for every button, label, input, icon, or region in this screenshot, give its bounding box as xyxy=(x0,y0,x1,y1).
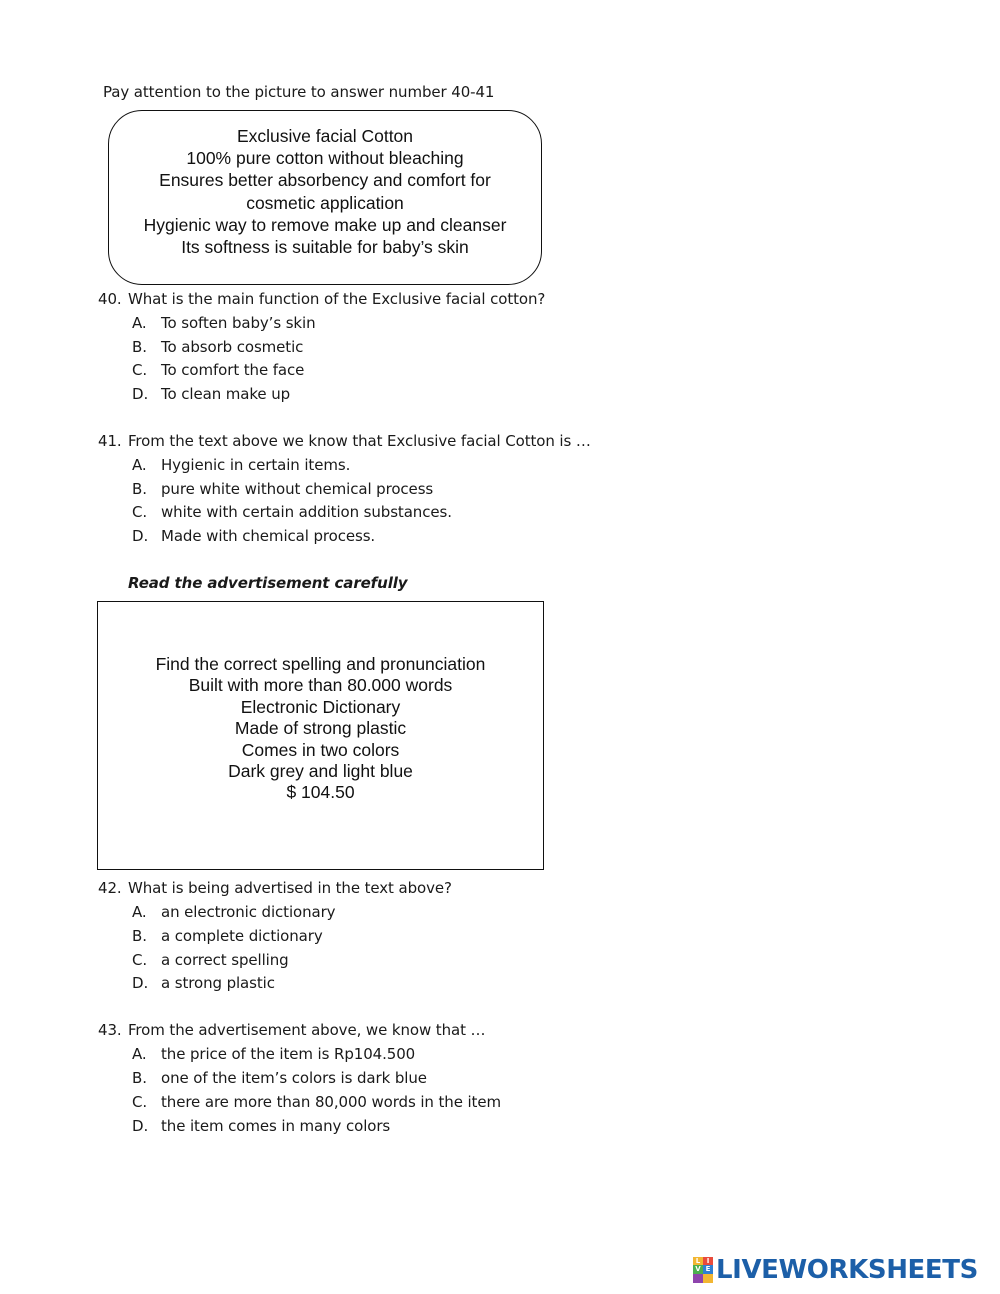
answer-option-40a[interactable] xyxy=(132,314,316,332)
answer-option-41a[interactable] xyxy=(132,456,350,474)
answer-option-43c[interactable] xyxy=(132,1093,501,1111)
liveworksheets-logo[interactable] xyxy=(693,1256,978,1284)
option-letter: A. xyxy=(132,314,147,332)
question-number: 43. xyxy=(98,1021,122,1039)
option-letter: A. xyxy=(132,903,147,921)
option-letter: D. xyxy=(132,1117,149,1135)
ad2-line: Comes in two colors xyxy=(241,739,400,760)
option-text: To soften baby’s skin xyxy=(161,314,316,332)
question-stem: What is the main function of the Exclusive facial cotton? xyxy=(128,290,546,308)
option-text: white with certain addition substances. xyxy=(161,503,452,521)
option-text: a complete dictionary xyxy=(161,927,323,945)
logo-mark-tile xyxy=(703,1274,713,1283)
answer-option-41b[interactable] xyxy=(132,480,433,498)
logo-mark-tile xyxy=(693,1274,703,1283)
option-letter: C. xyxy=(132,1093,148,1111)
option-letter: B. xyxy=(132,480,147,498)
question-stem: What is being advertised in the text above? xyxy=(128,879,452,897)
ad1-line: Its softness is suitable for baby’s skin xyxy=(181,237,469,258)
ad2-line: Dark grey and light blue xyxy=(228,761,413,782)
question-42 xyxy=(98,879,452,897)
question-41 xyxy=(98,432,591,450)
option-text: there are more than 80,000 words in the item xyxy=(161,1093,501,1111)
answer-option-42b[interactable] xyxy=(132,927,323,945)
option-text: To absorb cosmetic xyxy=(161,338,304,356)
liveworksheets-mark-icon xyxy=(693,1257,713,1283)
option-text: Made with chemical process. xyxy=(161,527,376,545)
option-letter: B. xyxy=(132,1069,147,1087)
option-letter: D. xyxy=(132,974,149,992)
ad2-line: Find the correct spelling and pronunciation xyxy=(155,654,486,674)
option-letter: C. xyxy=(132,503,148,521)
logo-mark-tile: E xyxy=(703,1265,713,1274)
answer-option-42d[interactable] xyxy=(132,974,275,992)
ad1-line: Ensures better absorbency and comfort for xyxy=(159,170,491,191)
option-text: To comfort the face xyxy=(161,361,305,379)
answer-option-40d[interactable] xyxy=(132,385,290,403)
answer-option-43b[interactable] xyxy=(132,1069,427,1087)
section-heading: Read the advertisement carefully xyxy=(128,574,408,592)
intro-instruction: Pay attention to the picture to answer number 40-41 xyxy=(103,83,495,101)
logo-mark-tile: V xyxy=(693,1265,703,1274)
answer-option-43a[interactable] xyxy=(132,1045,415,1063)
option-text: Hygienic in certain items. xyxy=(161,456,351,474)
facial-cotton-advertisement xyxy=(108,110,542,285)
logo-mark-tile: L xyxy=(693,1257,703,1265)
option-text: a strong plastic xyxy=(161,974,275,992)
answer-option-41c[interactable] xyxy=(132,503,452,521)
ad2-line: Built with more than 80.000 words xyxy=(188,675,453,696)
question-stem: From the advertisement above, we know that … xyxy=(128,1021,486,1039)
ad1-line: cosmetic application xyxy=(246,192,404,213)
ad1-line: Exclusive facial Cotton xyxy=(236,126,414,146)
option-text: To clean make up xyxy=(161,385,291,403)
logo-mark-tile: I xyxy=(703,1257,713,1265)
option-text: one of the item’s colors is dark blue xyxy=(161,1069,427,1087)
ad2-line: Made of strong plastic xyxy=(234,718,407,739)
ad2-price: $ 104.50 xyxy=(286,782,355,803)
question-number: 41. xyxy=(98,432,122,450)
option-letter: A. xyxy=(132,456,147,474)
option-letter: A. xyxy=(132,1045,147,1063)
option-letter: B. xyxy=(132,927,147,945)
ad2-line: Electronic Dictionary xyxy=(240,696,401,717)
answer-option-42c[interactable] xyxy=(132,951,289,969)
question-number: 42. xyxy=(98,879,122,897)
option-text: an electronic dictionary xyxy=(161,903,336,921)
question-stem: From the text above we know that Exclusive facial Cotton is … xyxy=(128,432,591,450)
answer-option-40b[interactable] xyxy=(132,338,303,356)
option-letter: D. xyxy=(132,385,149,403)
answer-option-42a[interactable] xyxy=(132,903,335,921)
dictionary-advertisement xyxy=(97,601,544,870)
question-43 xyxy=(98,1021,485,1039)
answer-option-43d[interactable] xyxy=(132,1117,390,1135)
option-letter: C. xyxy=(132,951,148,969)
logo-wordmark: LIVEWORKSHEETS xyxy=(716,1255,978,1285)
option-letter: B. xyxy=(132,338,147,356)
option-letter: D. xyxy=(132,527,149,545)
option-text: a correct spelling xyxy=(161,951,289,969)
option-text: the price of the item is Rp104.500 xyxy=(161,1045,416,1063)
option-text: pure white without chemical process xyxy=(161,480,434,498)
ad1-line: Hygienic way to remove make up and cleanser xyxy=(143,214,507,235)
question-40 xyxy=(98,290,545,308)
option-text: the item comes in many colors xyxy=(161,1117,391,1135)
ad1-line: 100% pure cotton without bleaching xyxy=(186,148,464,169)
question-number: 40. xyxy=(98,290,122,308)
answer-option-40c[interactable] xyxy=(132,361,304,379)
option-letter: C. xyxy=(132,361,148,379)
answer-option-41d[interactable] xyxy=(132,527,375,545)
